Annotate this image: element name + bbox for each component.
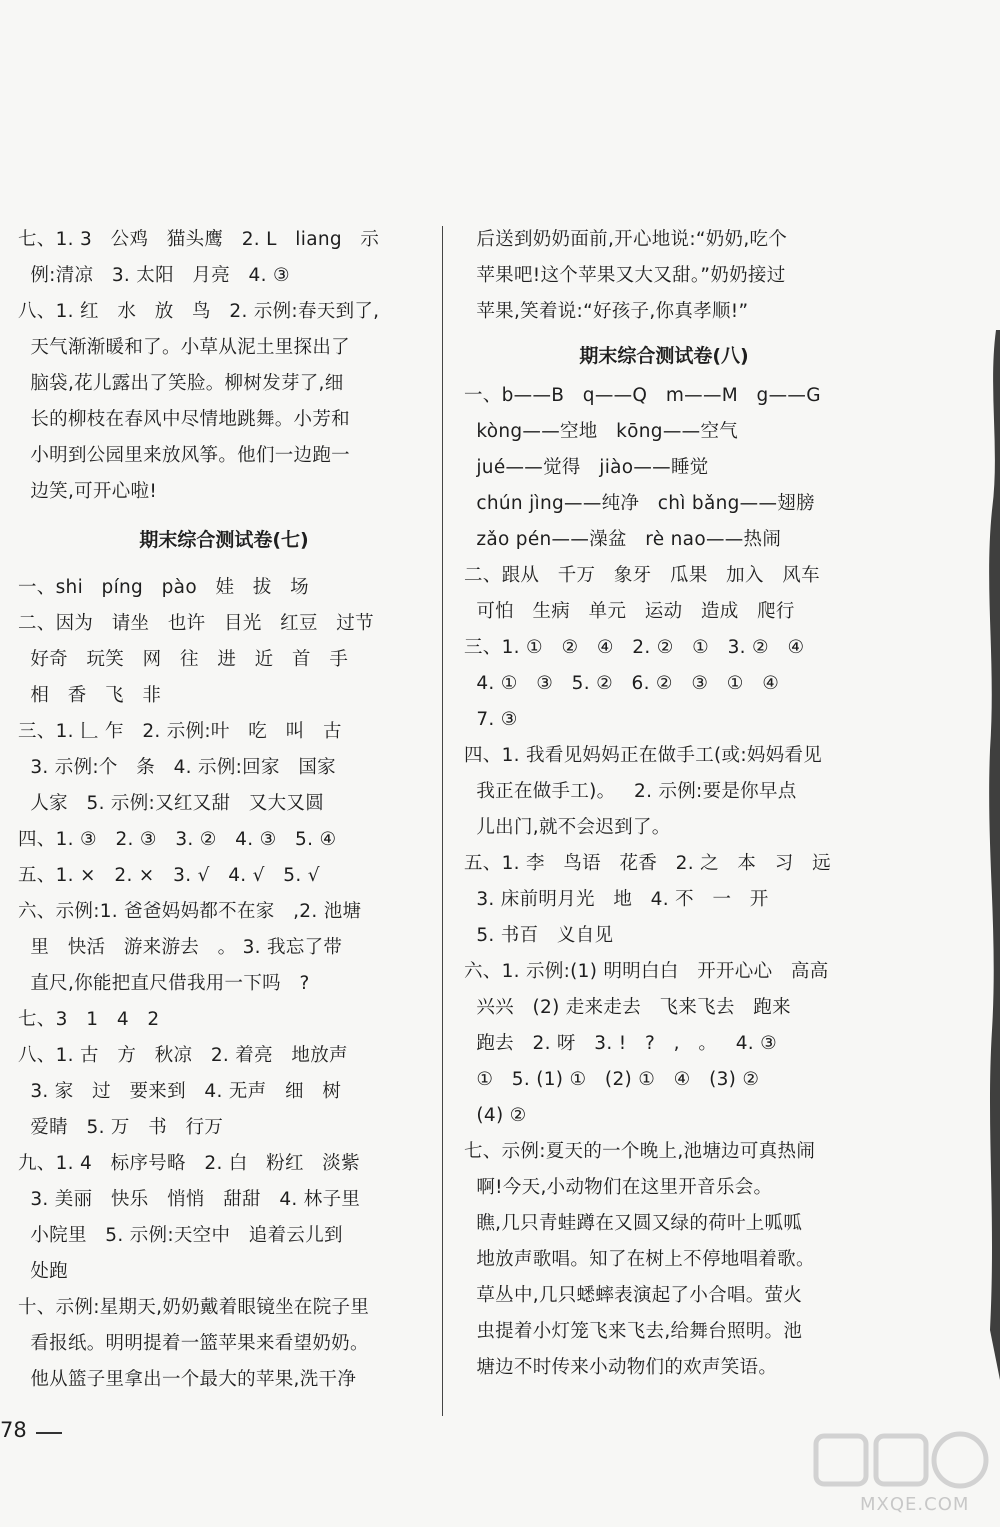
- answer-line: 边笑,可开心啦!: [18, 481, 158, 502]
- answer-line: 人家 5. 示例:又红又甜 又大又圆: [18, 793, 325, 814]
- answer-line: 例:清凉 3. 太阳 月亮 4. ③: [18, 265, 290, 286]
- answer-line: 7. ③: [464, 709, 518, 730]
- answer-line: 兴兴 (2) 走来走去 飞来飞去 跑来: [464, 997, 791, 1018]
- answer-line: 苹果吧!这个苹果又大又甜。”奶奶接过: [464, 265, 786, 286]
- answer-line: 里 快活 游来游去 。 3. 我忘了带: [18, 937, 343, 958]
- answer-line: 小院里 5. 示例:天空中 追着云儿到: [18, 1225, 343, 1246]
- answer-line: 啊!今天,小动物们在这里开音乐会。: [464, 1177, 773, 1198]
- test-8-title: 期末综合测试卷(八): [579, 345, 749, 367]
- test-8-answers: [464, 378, 864, 1386]
- answer-line: 小明到公园里来放风筝。他们一边跑一: [18, 445, 350, 466]
- answer-line: 虫提着小灯笼飞来飞去,给舞台照明。池: [464, 1321, 803, 1342]
- answer-line: 5. 书百 义自见: [464, 925, 614, 946]
- answer-line: 相 香 飞 非: [18, 685, 162, 706]
- scan-edge-shadow: [966, 330, 1000, 1380]
- answer-line: 二、因为 请坐 也许 目光 红豆 过节: [18, 613, 374, 634]
- page-number-rule: [36, 1432, 62, 1434]
- answer-line: (4) ②: [464, 1105, 527, 1126]
- answer-line: 七、1. 3 公鸡 猫头鹰 2. L liang 示: [18, 229, 380, 250]
- answer-line: 4. ① ③ 5. ② 6. ② ③ ① ④: [464, 673, 780, 694]
- answer-line: 我正在做手工)。 2. 示例:要是你早点: [464, 781, 797, 802]
- answer-line: 爱睛 5. 万 书 行万: [18, 1117, 224, 1138]
- answer-line: zǎo pén——澡盆 rè nao——热闹: [464, 529, 782, 550]
- answer-line: 六、1. 示例:(1) 明明白白 开开心心 高高: [464, 961, 829, 982]
- answer-line: 五、1. × 2. × 3. √ 4. √ 5. √: [18, 865, 320, 886]
- test-7-title: 期末综合测试卷(七): [139, 529, 309, 551]
- answer-line: 好奇 玩笑 网 往 进 近 首 手: [18, 649, 349, 670]
- column-divider: [442, 226, 443, 1416]
- answer-line: 可怕 生病 单元 运动 造成 爬行: [464, 601, 795, 622]
- answer-line: 七、示例:夏天的一个晚上,池塘边可真热闹: [464, 1141, 816, 1162]
- answer-line: 一、b——B q——Q m——M g——G: [464, 385, 821, 406]
- answer-line: 三、1. ① ② ④ 2. ② ① 3. ② ④: [464, 637, 805, 658]
- answer-line: 他从篮子里拿出一个最大的苹果,洗干净: [18, 1369, 357, 1390]
- answer-line: 七、3 1 4 2: [18, 1009, 160, 1030]
- answer-line: 后送到奶奶面前,开心地说:“奶奶,吃个: [464, 229, 788, 250]
- answer-line: ① 5. (1) ① (2) ① ④ (3) ②: [464, 1069, 760, 1090]
- watermark-text: MXQE.COM: [860, 1494, 970, 1515]
- answer-line: 长的柳枝在春风中尽情地跳舞。小芳和: [18, 409, 350, 430]
- answer-line: 3. 家 过 要来到 4. 无声 细 树: [18, 1081, 342, 1102]
- test-7-answers: [18, 570, 430, 1398]
- answer-line: 八、1. 红 水 放 鸟 2. 示例:春天到了,: [18, 301, 380, 322]
- answer-line: 跑去 2. 呀 3. ! ? , 。 4. ③: [464, 1033, 778, 1054]
- answer-line: 直尺,你能把直尺借我用一下吗 ?: [18, 973, 310, 994]
- answer-line: 塘边不时传来小动物们的欢声笑语。: [464, 1357, 778, 1378]
- left-column: [18, 222, 430, 1398]
- answer-line: 四、1. 我看见妈妈正在做手工(或:妈妈看见: [464, 745, 823, 766]
- answer-line: 四、1. ③ 2. ③ 3. ② 4. ③ 5. ④: [18, 829, 337, 850]
- answers-before-test-7: [18, 222, 430, 510]
- answer-line: 九、1. 4 标序号略 2. 白 粉红 淡紫: [18, 1153, 360, 1174]
- answer-line: 3. 美丽 快乐 悄悄 甜甜 4. 林子里: [18, 1189, 361, 1210]
- answer-line: 草丛中,几只蟋蟀表演起了小合唱。萤火: [464, 1285, 803, 1306]
- answer-line: kòng——空地 kōng——空气: [464, 421, 739, 442]
- answer-line: 3. 示例:个 条 4. 示例:回家 国家: [18, 757, 336, 778]
- answer-line: 八、1. 古 方 秋凉 2. 着亮 地放声: [18, 1045, 348, 1066]
- answer-line: 看报纸。明明提着一篮苹果来看望奶奶。: [18, 1333, 369, 1354]
- answer-line: 脑袋,花儿露出了笑脸。柳树发芽了,细: [18, 373, 344, 394]
- answer-line: 处跑: [18, 1261, 68, 1282]
- answer-line: 儿出门,就不会迟到了。: [464, 817, 671, 838]
- answer-line: 瞧,几只青蛙蹲在又圆又绿的荷叶上呱呱: [464, 1213, 803, 1234]
- answer-line: 五、1. 李 鸟语 花香 2. 之 本 习 远: [464, 853, 831, 874]
- page-number: 78: [0, 1418, 27, 1442]
- answer-line: 3. 床前明月光 地 4. 不 一 开: [464, 889, 769, 910]
- answer-line: 一、shi píng pào 娃 拔 场: [18, 577, 309, 598]
- answer-line: jué——觉得 jiào——睡觉: [464, 457, 709, 478]
- answer-line: 二、跟从 千万 象牙 瓜果 加入 风车: [464, 565, 820, 586]
- answer-line: 地放声歌唱。知了在树上不停地唱着歌。: [464, 1249, 815, 1270]
- answer-line: 苹果,笑着说:“好孩子,你真孝顺!”: [464, 301, 749, 322]
- answer-line: 十、示例:星期天,奶奶戴着眼镜坐在院子里: [18, 1297, 370, 1318]
- answers-continued: [464, 222, 864, 330]
- answer-line: 三、1. 𠃊 乍 2. 示例:叶 吃 叫 古: [18, 721, 342, 742]
- answer-line: chún jìng——纯净 chì bǎng——翅膀: [464, 493, 815, 514]
- right-column: [464, 222, 864, 1386]
- answer-line: 六、示例:1. 爸爸妈妈都不在家 ,2. 池塘: [18, 901, 362, 922]
- answer-line: 天气渐渐暖和了。小草从泥土里探出了: [18, 337, 350, 358]
